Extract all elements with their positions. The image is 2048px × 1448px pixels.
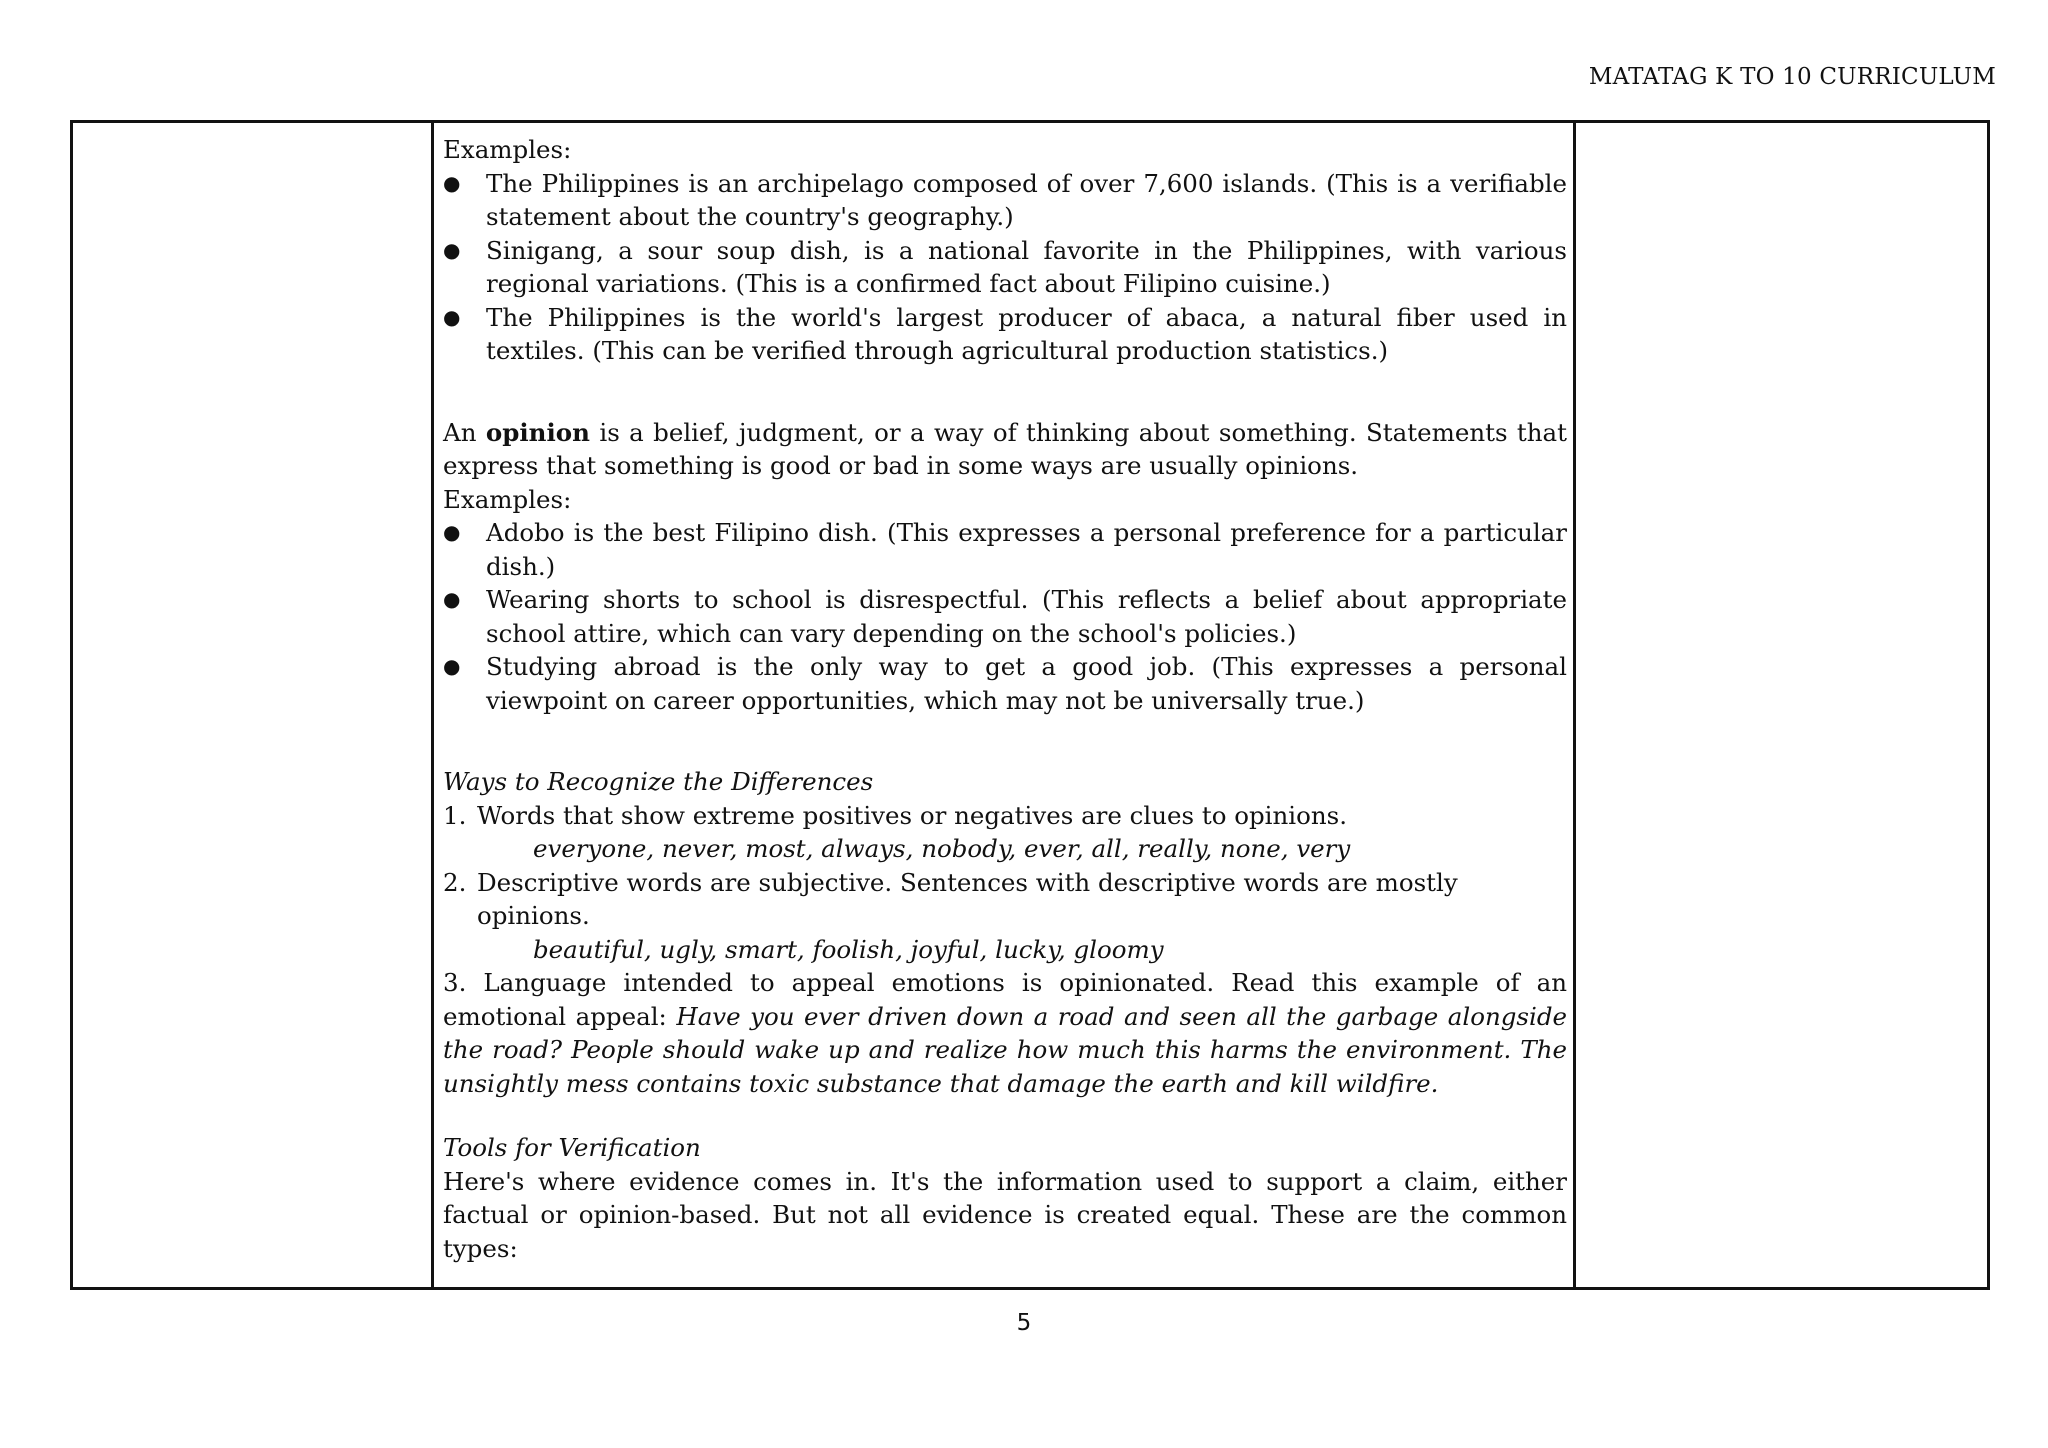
list-item xyxy=(443,799,1567,833)
opinion-definition-text: is a belief, judgment, or a way of thinking about something. Statements that express that something is good or bad in some ways are usually opinions. xyxy=(443,417,1567,480)
differences-heading-text: Ways to Recognize the Differences xyxy=(443,767,874,796)
page-number: 5 xyxy=(1016,1310,1032,1336)
facts-examples-label: Examples: xyxy=(443,135,572,164)
list-item: ● Studying abroad is the only way to get a good job. (This expresses a personal viewpoint on career opportunities, which may not be universally true.) xyxy=(443,650,1567,717)
emotional-appeal-example: Have you ever driven down a road and seen all the garbage alongside the road? People should wake up and realize how much this harms the environment. The unsightly mess contains toxic substance that damage the earth and kill wildfire. xyxy=(443,1001,1568,1098)
opinion-examples-label: Examples: xyxy=(443,484,572,514)
item-text: Words that show extreme positives or negatives are clues to opinions. xyxy=(477,800,1348,830)
verification-text: Here's where evidence comes in. It's the information used to support a claim, either factual or opinion-based. But not all evidence is created equal. These are the common types: xyxy=(443,1166,1567,1263)
fact-examples-list xyxy=(443,167,1567,368)
spacer xyxy=(443,717,1567,765)
list-item: ● The Philippines is an archipelago composed of over 7,600 islands. (This is a verifiable statement about the country's geography.) xyxy=(443,167,1567,234)
differences-list-2 xyxy=(443,866,1567,933)
verification-heading xyxy=(443,1131,1567,1165)
opinion-examples-list xyxy=(443,516,1567,717)
verification-heading-text: Tools for Verification xyxy=(443,1133,701,1162)
list-item: ● Sinigang, a sour soup dish, is a national favorite in the Philippines, with various regional variations. (This is a confirmed fact about Filipino cuisine.) xyxy=(443,234,1567,301)
item-number: 1. xyxy=(443,800,467,830)
list-item: ● The Philippines is the world's largest producer of abaca, a natural fiber used in textiles. (This can be verified through agricultural production statistics.) xyxy=(443,301,1567,368)
differences-heading xyxy=(443,765,1567,799)
spacer xyxy=(443,368,1567,416)
opinion-term: opinion xyxy=(485,417,590,447)
document-header: MATATAG K TO 10 CURRICULUM xyxy=(1588,64,1996,90)
content-cell xyxy=(443,133,1567,1265)
item-text: Descriptive words are subjective. Sentences with descriptive words are mostly opinions. xyxy=(477,867,1458,930)
extreme-words: everyone, never, most, always, nobody, ever, all, really, none, very xyxy=(533,834,1351,863)
list-item xyxy=(443,866,1567,933)
item3-text: 3. Language intended to appeal emotions is opinionated. Read this example of an emotional appeal: xyxy=(443,968,1567,1031)
list-item: ● Adobo is the best Filipino dish. (This expresses a personal preference for a particular dish.) xyxy=(443,516,1567,583)
emotional-appeal-paragraph xyxy=(443,966,1567,1100)
differences-list xyxy=(443,799,1567,833)
opinion-definition xyxy=(443,416,1567,483)
column-divider-right xyxy=(1573,123,1576,1287)
list-item: ● Wearing shorts to school is disrespectful. (This reflects a belief about appropriate school attire, which can vary depending on the school's policies.) xyxy=(443,583,1567,650)
opinion-lead: An xyxy=(443,417,477,447)
descriptive-words: beautiful, ugly, smart, foolish, joyful, lucky, gloomy xyxy=(533,934,1164,964)
column-divider-left xyxy=(431,123,434,1287)
spacer xyxy=(443,1100,1567,1131)
item-number: 2. xyxy=(443,867,467,897)
